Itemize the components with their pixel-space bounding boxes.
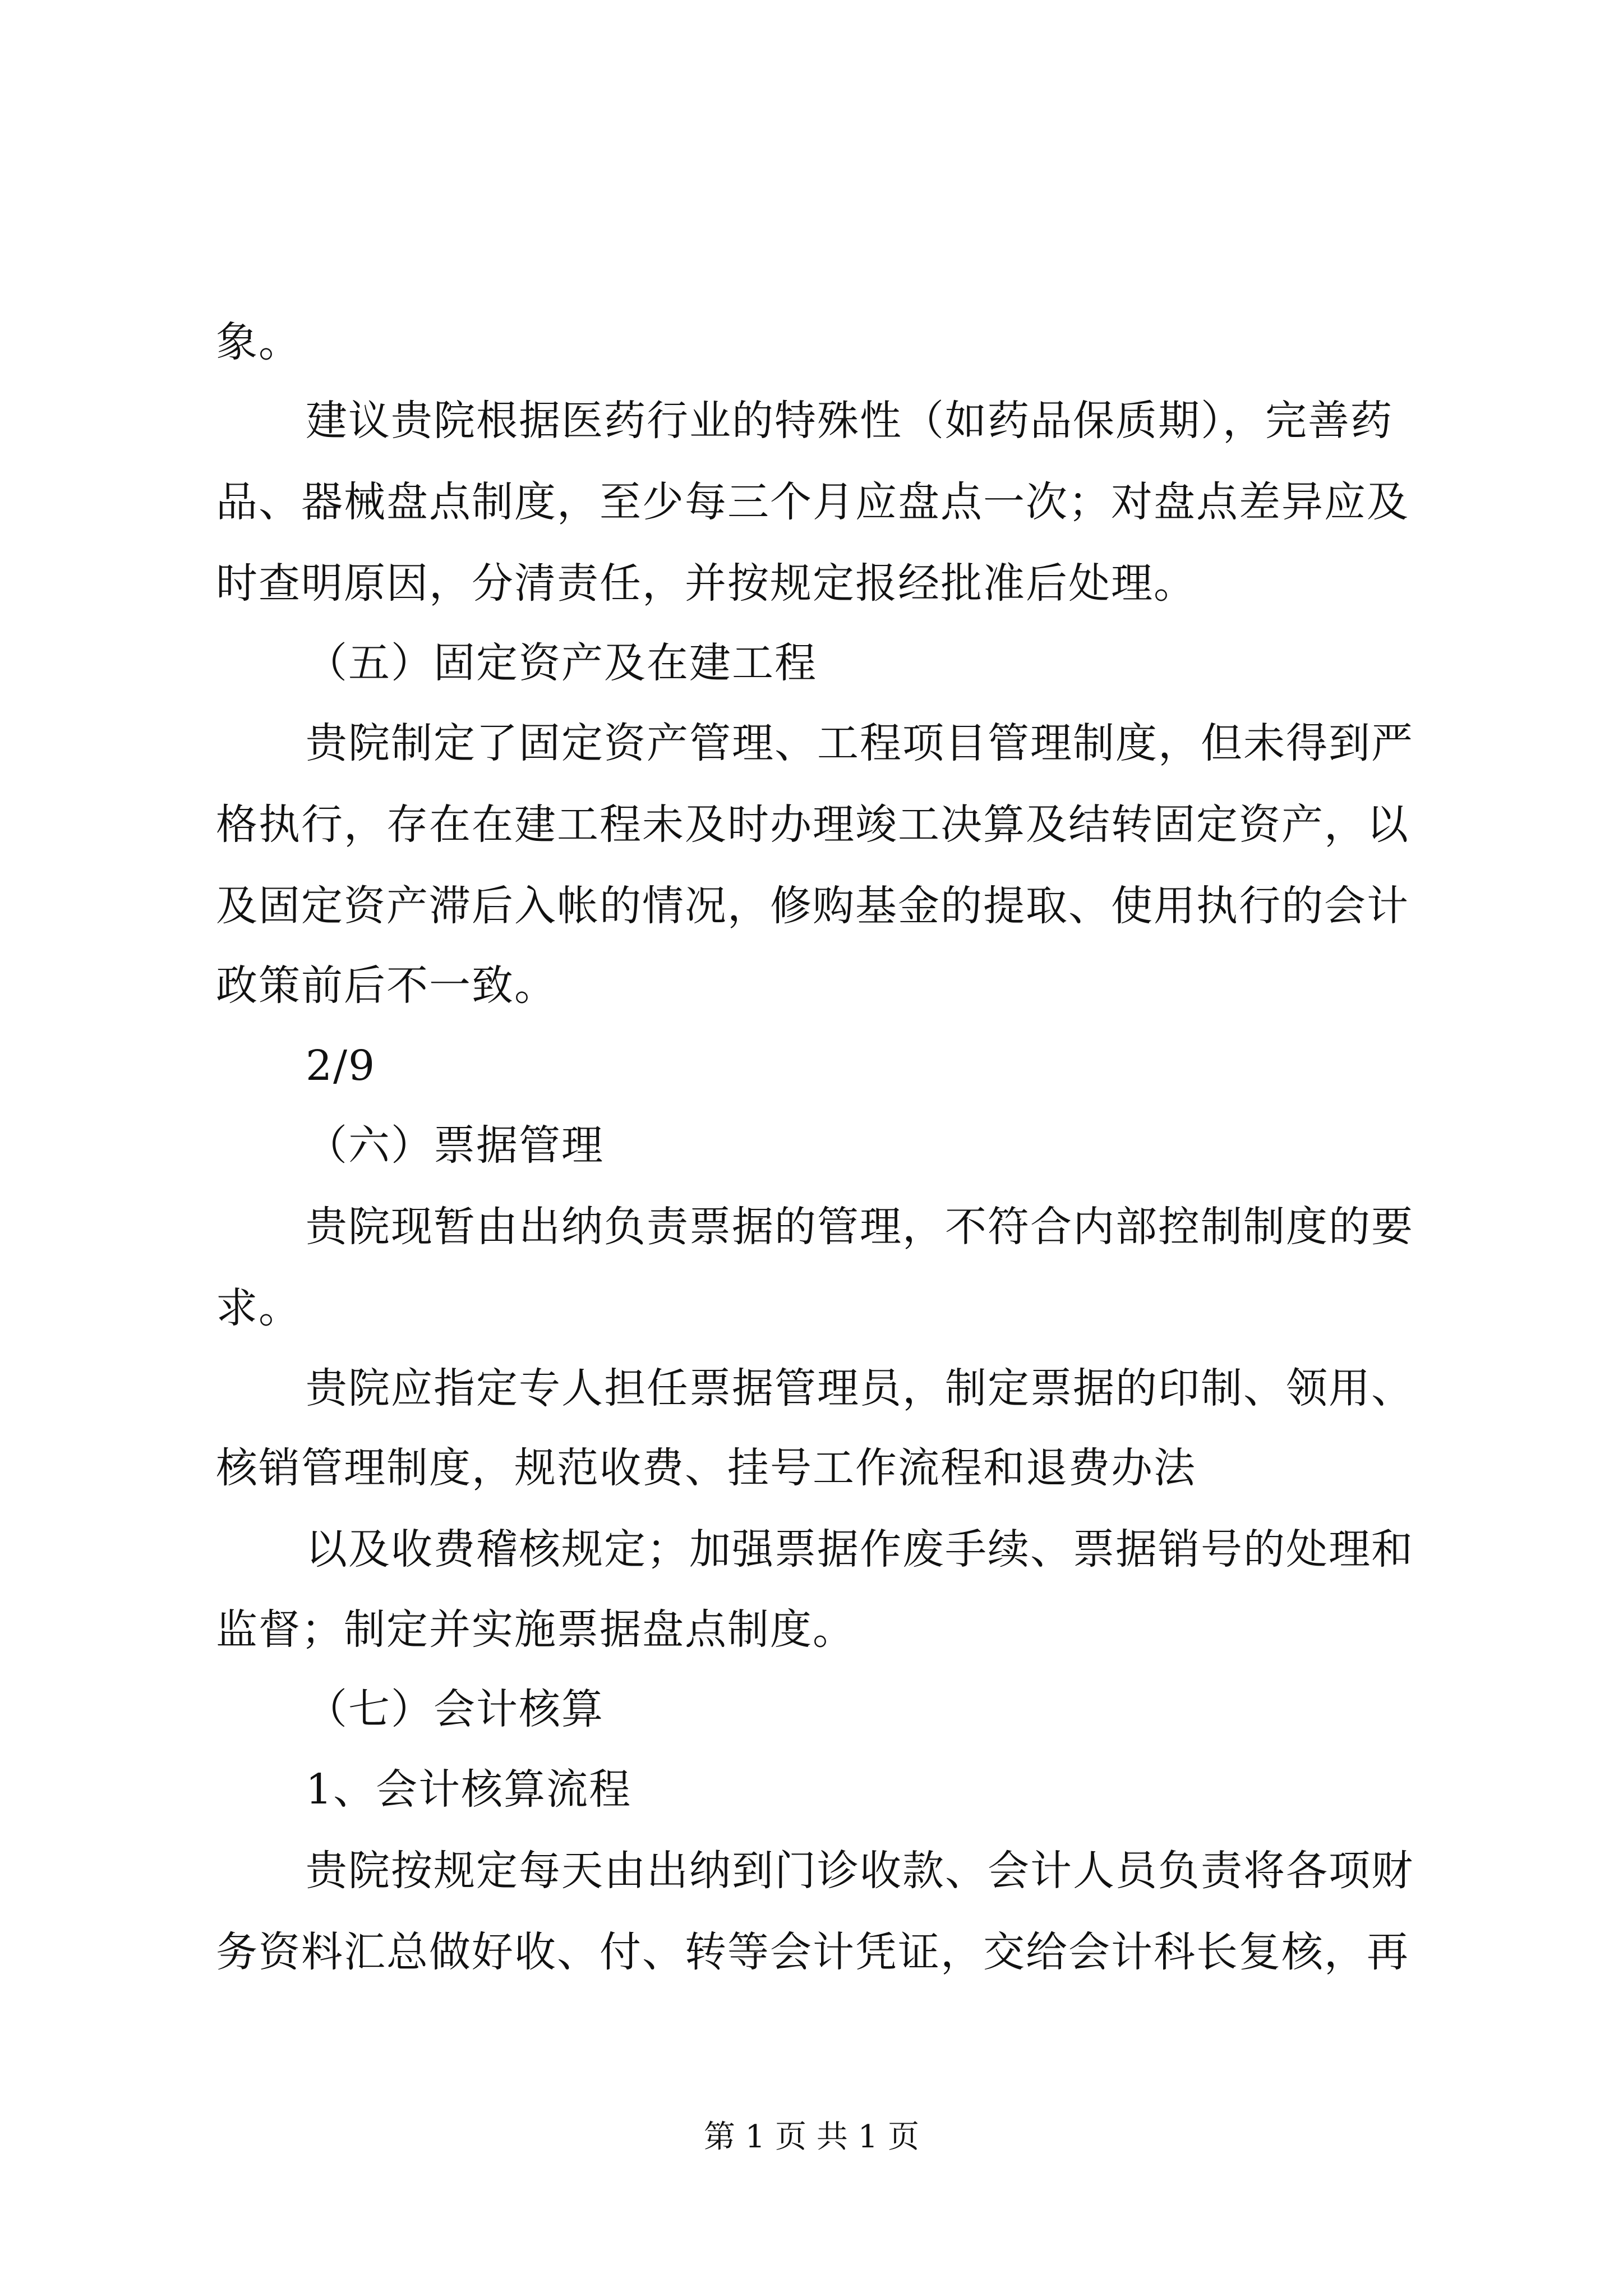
section-heading-7: （七）会计核算	[306, 1685, 604, 1733]
text-line-13: 求。	[216, 1284, 301, 1332]
subheading-1: 1、会计核算流程	[306, 1765, 632, 1814]
text-line-6: 贵院制定了固定资产管理、工程项目管理制度，但未得到严	[306, 719, 1414, 767]
text-line-15: 核销管理制度，规范收费、挂号工作流程和退费办法	[216, 1444, 1196, 1492]
section-heading-6: （六）票据管理	[306, 1121, 604, 1170]
page-fraction-label: 2/9	[306, 1042, 376, 1090]
text-line-4: 时查明原因，分清责任，并按规定报经批准后处理。	[216, 559, 1196, 608]
text-line-20: 贵院按规定每天由出纳到门诊收款、会计人员负责将各项财	[306, 1847, 1414, 1895]
text-line-2: 建议贵院根据医药行业的特殊性（如药品保质期），完善药	[306, 397, 1393, 445]
page-footer: 第 1 页 共 1 页	[703, 2119, 920, 2155]
text-line-9: 政策前后不一致。	[216, 961, 557, 1010]
section-heading-5: （五）固定资产及在建工程	[306, 639, 817, 687]
text-line-17: 监督；制定并实施票据盘点制度。	[216, 1605, 855, 1654]
text-line-12: 贵院现暂由出纳负责票据的管理，不符合内部控制制度的要	[306, 1203, 1414, 1251]
text-line-16: 以及收费稽核规定；加强票据作废手续、票据销号的处理和	[306, 1525, 1414, 1573]
text-line-14: 贵院应指定专人担任票据管理员，制定票据的印制、领用、	[306, 1364, 1414, 1412]
text-line-3: 品、器械盘点制度，至少每三个月应盘点一次；对盘点差异应及	[216, 478, 1409, 526]
text-line-21: 务资料汇总做好收、付、转等会计凭证，交给会计科长复核，再	[216, 1928, 1409, 1976]
text-line-7: 格执行，存在在建工程未及时办理竣工决算及结转固定资产，以	[216, 800, 1409, 849]
text-line-8: 及固定资产滞后入帐的情况，修购基金的提取、使用执行的会计	[216, 882, 1409, 930]
text-line-1: 象。	[216, 318, 301, 366]
